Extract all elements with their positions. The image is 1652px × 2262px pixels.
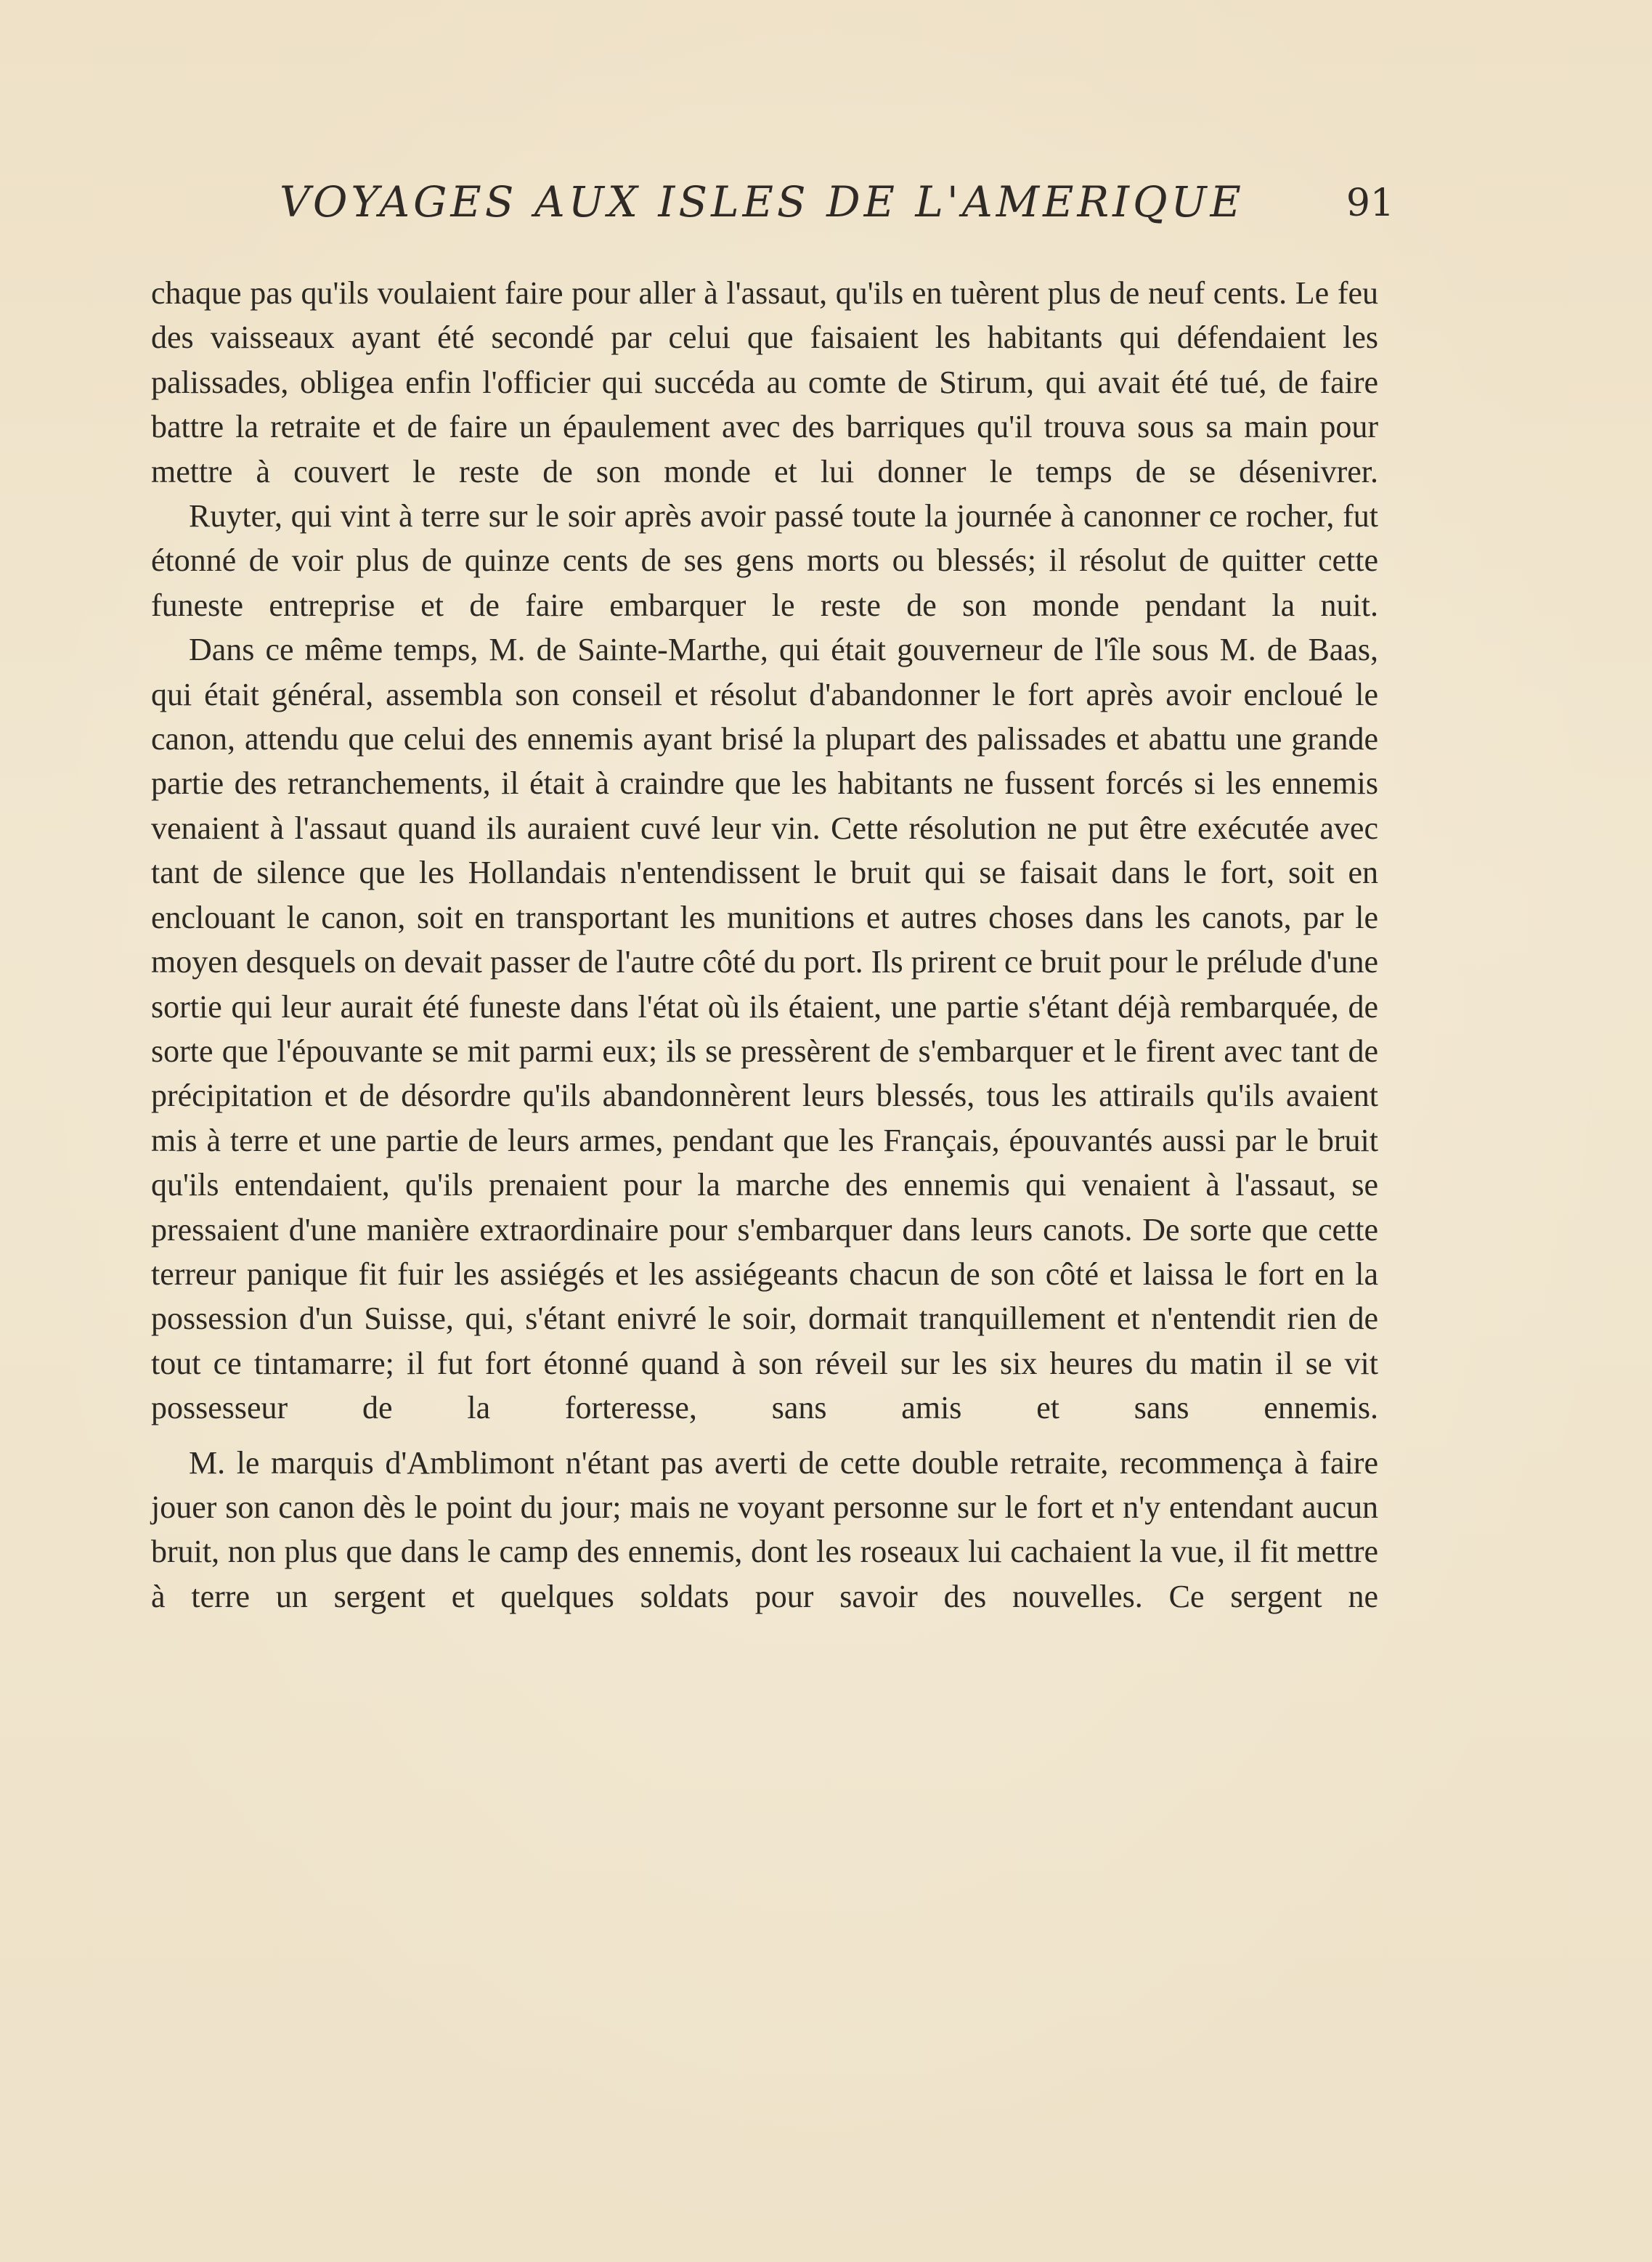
running-head xyxy=(280,173,1394,231)
paragraph-4: M. le marquis d'Amblimont n'étant pas averti de cette double retraite, recommença à faire jouer son canon dès le point du jour; mais ne voyant personne sur le fort et n'y entendant aucun bruit, non plus que dans le camp des ennemis, dont les roseaux lui cachaient la vue, il fit mettre à terre un sergent et quelques soldats pour savoir des nouvelles. Ce sergent ne xyxy=(151,1444,1378,1614)
paragraph-3: Dans ce même temps, M. de Sainte-Marthe, qui était gouverneur de l'île sous M. de Baas, qui était général, assembla son conseil et résolut d'abandonner le fort après avoir encloué le canon, attendu que celui des ennemis ayant brisé la plupart des palissades et abattu une grande partie des retranchements, il était à craindre que les habitants ne fussent forcés si les ennemis venaient à l'assaut quand ils auraient cuvé leur vin. Cette résolution ne put être exécutée avec tant de silence que les Hollandais n'entendissent le bruit qui se faisait dans le fort, soit en enclouant le canon, soit en transportant les munitions et autres choses dans les canots, par le moyen desquels on devait passer de l'autre côté du port. Ils prirent ce bruit pour le prélude d'une sortie qui leur aurait été funeste dans l'état où ils étaient, une partie s'étant déjà rembarquée, de sorte que l'épouvante se mit parmi eux; ils se pressèrent de s'embarquer et le firent avec tant de précipitation et de désordre qu'ils abandonnèrent leurs blessés, tous les attirails qu'ils avaient mis à terre et une partie de leurs armes, pendant que les Français, épouvantés aussi par le bruit qu'ils entendaient, qu'ils prenaient pour la marche des ennemis qui venaient à l'assaut, se pressaient d'une manière extraordinaire pour s'embarquer dans leurs canots. De sorte que cette terreur panique fit fuir les assiégés et les assiégeants chacun de son côté et laissa le fort en la possession d'un Suisse, qui, s'étant enivré le soir, dormait tranquillement et n'entendit rien de tout ce tintamarre; il fut fort étonné quand à son réveil sur les six heures du matin il se vit possesseur de la forteresse, sans amis et sans ennemis. xyxy=(151,632,1378,1426)
running-head-title: VOYAGES AUX ISLES DE L'AMERIQUE xyxy=(280,177,1245,227)
page-number: 91 xyxy=(1346,182,1394,225)
body-text xyxy=(151,271,1378,1619)
paragraph-2: Ruyter, qui vint à terre sur le soir après avoir passé toute la journée à canonner ce rocher, fut étonné de voir plus de quinze cents de ses gens morts ou blessés; il résolut de quitter cette funeste entreprise et de faire embarquer le reste de son monde pendant la nuit. xyxy=(151,498,1378,623)
paragraph-1: chaque pas qu'ils voulaient faire pour aller à l'assaut, qu'ils en tuèrent plus de neuf cents. Le feu des vaisseaux ayant été secondé par celui que faisaient les habitants qui défendaient les palissades, obligea enfin l'officier qui succéda au comte de Stirum, qui avait été tué, de faire battre la retraite et de faire un épaulement avec des barriques qu'il trouva sous sa main pour mettre à couvert le reste de son monde et lui donner le temps de se désenivrer. xyxy=(151,275,1378,489)
